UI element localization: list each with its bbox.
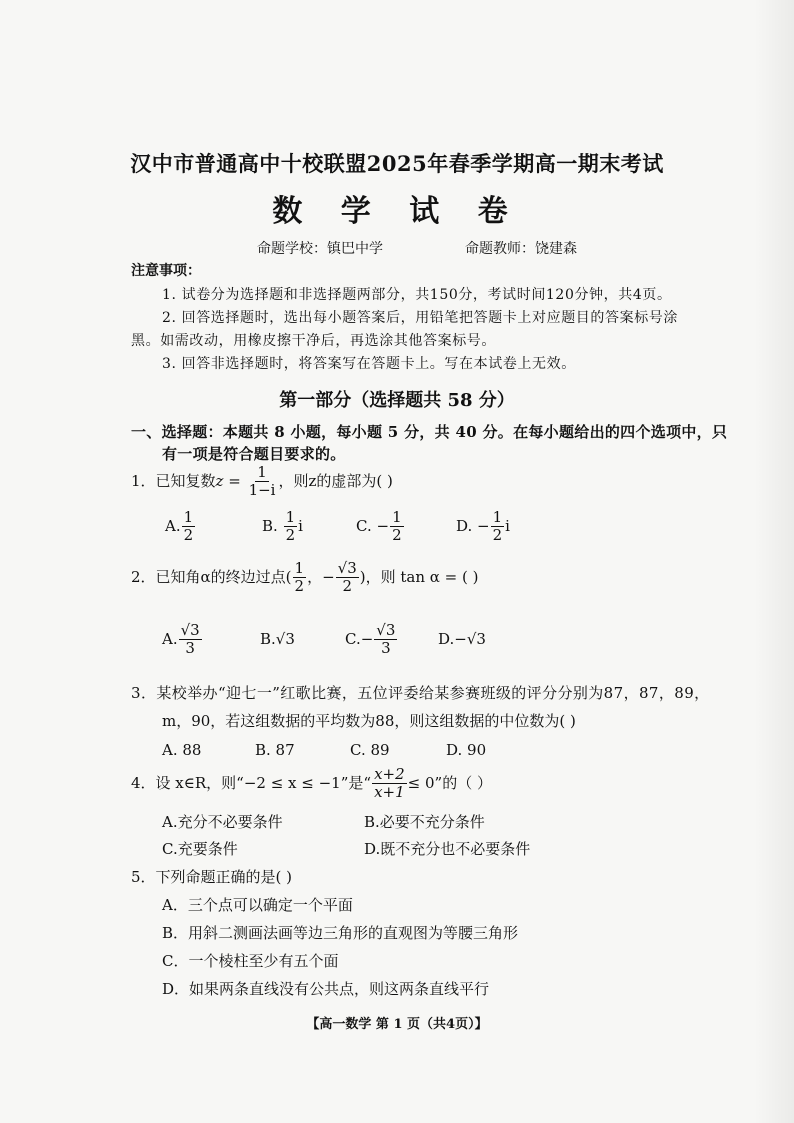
- question-4-stem: [131, 766, 492, 802]
- q1-d-tail: i: [505, 516, 510, 535]
- section-instruction-2: 有一项是符合题目要求的。: [162, 445, 346, 463]
- q2-c-den: 3: [381, 639, 391, 658]
- setter-school: 命题学校：镇巴中学: [257, 241, 383, 257]
- page-footer: 【高一数学 第 1 页（共4页）】: [306, 1017, 488, 1032]
- q1-option-c: [356, 509, 405, 545]
- scan-shadow: [754, 0, 794, 1123]
- q3-option-b: B. 87: [255, 741, 295, 759]
- notice-heading: 注意事项：: [131, 263, 201, 279]
- q4-option-d: D.既不充分也不必要条件: [364, 840, 531, 858]
- q2-px-num: 1: [294, 559, 305, 577]
- q1-fraction: [247, 464, 278, 500]
- question-1-stem: [131, 464, 393, 500]
- q2-py-den: 2: [342, 577, 352, 596]
- q1-a-num: 1: [183, 508, 194, 526]
- notice-item-2a: 2. 回答选择题时，选出每小题答案后，用铅笔把答题卡上对应题目的答案标号涂: [162, 310, 679, 326]
- question-3-line-1: 3．某校举办“迎七一”红歌比赛，五位评委给某参赛班级的评分分别为87，87，89，: [131, 684, 710, 702]
- q5-option-b: B．用斜二测画法画等边三角形的直观图为等腰三角形: [162, 924, 519, 942]
- part-one-title: 第一部分（选择题共 58 分）: [279, 390, 515, 411]
- q1-prefix: 1．已知复数: [131, 471, 216, 490]
- q1-option-a: [165, 509, 196, 545]
- question-2-stem: [131, 560, 479, 596]
- exam-title: 汉中市普通高中十校联盟2025年春季学期高一期末考试: [130, 151, 664, 176]
- q4-option-c: C.充要条件: [162, 840, 238, 858]
- q2-a-den: 3: [185, 639, 195, 658]
- q1-a-label: A.: [165, 516, 181, 535]
- q2-option-c: [345, 622, 398, 658]
- notice-item-2b: 黑。如需改动，用橡皮擦干净后，再选涂其他答案标号。: [131, 333, 496, 349]
- question-3-line-2: m，90，若这组数据的平均数为88，则这组数据的中位数为( ): [162, 712, 576, 730]
- q3-option-c: C. 89: [350, 741, 390, 759]
- q1-b-tail: i: [298, 516, 303, 535]
- q2-comma: ，−: [307, 567, 335, 586]
- q1-c-den: 2: [392, 526, 402, 545]
- q1-suffix: ，则z的虚部为( ): [278, 471, 393, 490]
- q2-prefix: 2．已知角α的终边过点(: [131, 567, 292, 586]
- q2-option-d: D.−√3: [438, 630, 486, 648]
- q2-option-a: [162, 622, 203, 658]
- q1-c-sign: −: [376, 516, 390, 535]
- q1-option-b: [262, 509, 303, 545]
- q1-b-label: B.: [262, 516, 278, 535]
- q2-c-label: C.−: [345, 629, 374, 648]
- q2-py-num: √3: [337, 559, 357, 577]
- section-instruction-1: 一、选择题：本题共 8 小题，每小题 5 分，共 40 分。在每小题给出的四个选项中，只: [131, 423, 728, 441]
- q4-option-a: A.充分不必要条件: [162, 813, 283, 831]
- q1-num: 1: [257, 463, 267, 481]
- q1-den: 1−i: [248, 481, 276, 500]
- q1-c-label: C.: [356, 516, 372, 535]
- q2-c-num: √3: [376, 621, 396, 639]
- q1-d-sign: −: [477, 516, 490, 535]
- q1-b-num: 1: [285, 508, 296, 526]
- q4-num: x+2: [374, 765, 405, 783]
- q1-var: z: [215, 471, 224, 490]
- q1-a-den: 2: [183, 526, 194, 545]
- q3-option-a: A. 88: [162, 741, 202, 759]
- q3-option-d: D. 90: [446, 741, 487, 759]
- q4-den: x+1: [374, 783, 405, 802]
- q2-a-num: √3: [180, 621, 200, 639]
- q4-suffix: ≤ 0”的（ ）: [407, 773, 492, 792]
- subject-title: 数 学 试 卷: [272, 194, 522, 229]
- q1-d-den: 2: [492, 526, 503, 545]
- q4-option-b: B.必要不充分条件: [364, 813, 485, 831]
- question-5-stem: 5．下列命题正确的是( ): [131, 868, 293, 886]
- q1-d-num: 1: [492, 508, 503, 526]
- q1-d-label: D.: [456, 516, 473, 535]
- q2-a-label: A.: [162, 629, 178, 648]
- notice-item-3: 3. 回答非选择题时，将答案写在答题卡上。写在本试卷上无效。: [162, 356, 576, 372]
- q1-b-den: 2: [285, 526, 296, 545]
- q5-option-d: D．如果两条直线没有公共点，则这两条直线平行: [162, 980, 490, 998]
- q5-option-a: A．三个点可以确定一个平面: [162, 896, 353, 914]
- q2-suffix: )，则 tan α = ( ): [359, 567, 479, 586]
- q4-prefix: 4．设 x∈R，则“−2 ≤ x ≤ −1”是“: [131, 773, 372, 792]
- q1-c-num: 1: [392, 508, 402, 526]
- setter-teacher: 命题教师：饶建森: [465, 241, 577, 257]
- q2-option-b: B.√3: [260, 630, 295, 648]
- q1-eq: =: [223, 471, 246, 490]
- q1-option-d: [456, 509, 510, 545]
- q5-option-c: C．一个棱柱至少有五个面: [162, 952, 339, 970]
- q2-px-den: 2: [294, 577, 305, 596]
- notice-item-1: 1. 试卷分为选择题和非选择题两部分，共150分，考试时间120分钟，共4页。: [162, 287, 672, 303]
